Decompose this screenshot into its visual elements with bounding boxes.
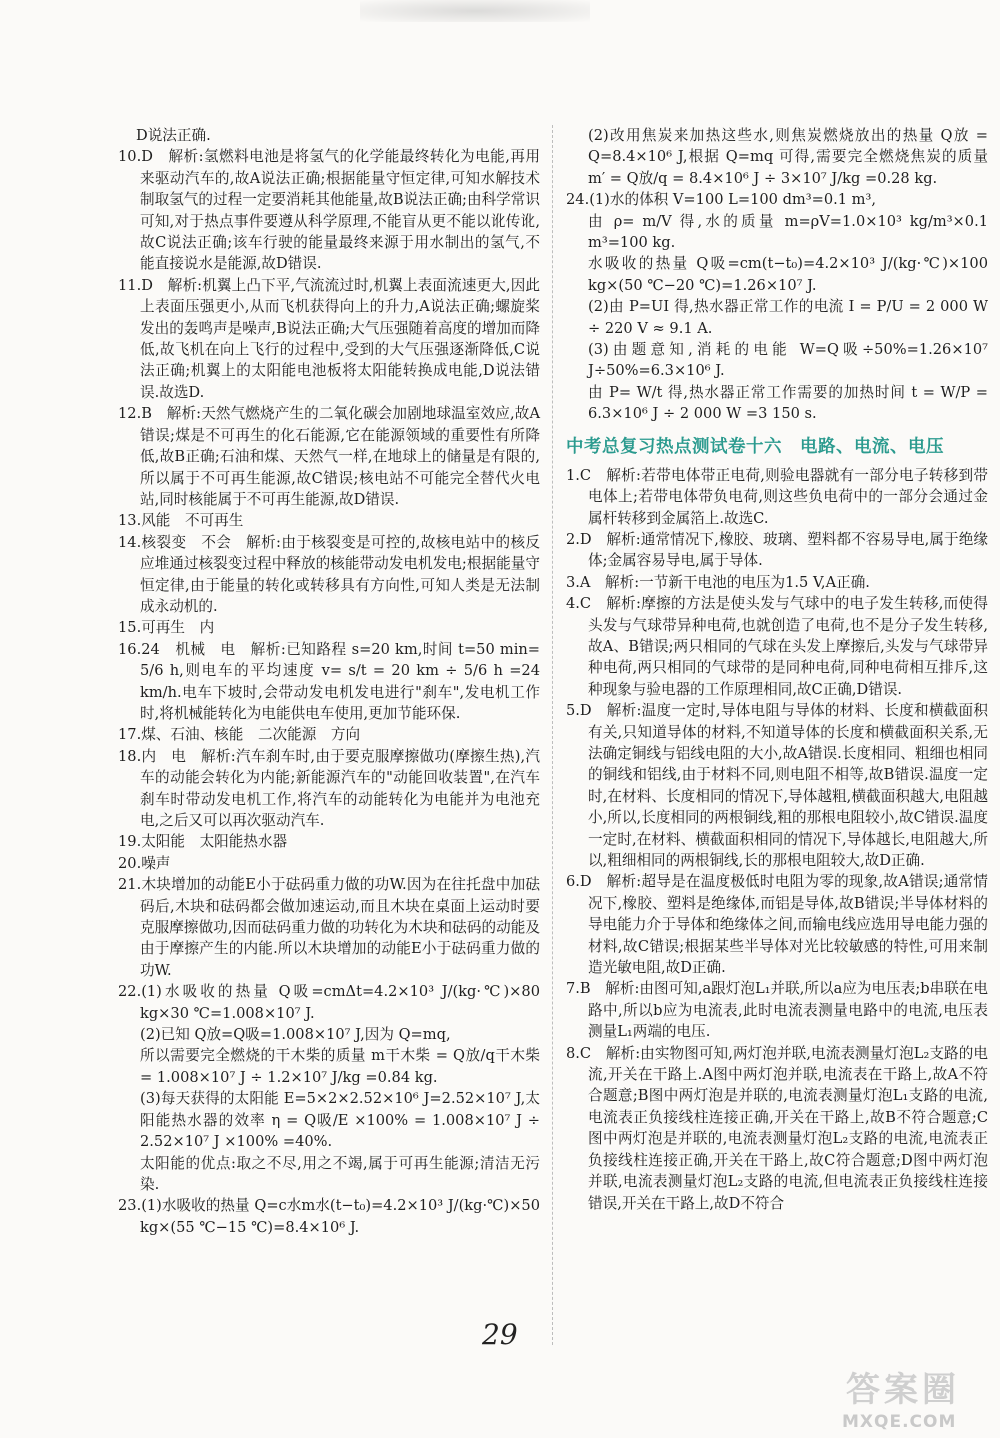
watermark-url: MXQE.COM: [842, 1412, 957, 1432]
left-answer-paragraph: 17.煤、石油、核能 二次能源 方向: [118, 726, 361, 744]
section-answer-paragraph: 2.D 解析:通常情况下,橡胶、玻璃、塑料都不容易导电,属于绝缘体;金属容易导电,属于导体.: [566, 530, 988, 570]
left-answer-paragraph: D说法正确.: [136, 127, 211, 144]
section-answer-paragraph: 8.C 解析:由实物图可知,两灯泡并联,电流表测量灯泡L₂支路的电流,开关在干路上.A图中两灯泡并联,电流表在干路上,故A不符合题意;B图中两灯泡是并联的,电流表测量灯泡L₁支路的电流,电流表正负接线柱连接正确,开关在干路上,故B不符合题意;C图中两灯泡是并联的,电流表测量灯泡L₂支路的电流,电流表正负接线柱连接正确,开关在干路上,故C符合题意;D图中两灯泡并联,电流表测量灯泡L₂支路的电流,但电流表正负接线柱连接错误,开关在干路上,故D不符合: [566, 1044, 988, 1212]
right-column-continued: [566, 125, 988, 425]
left-answer-paragraph: 15.可再生 内: [118, 619, 215, 637]
left-answer-paragraph: 18.内 电 解析:汽车刹车时,由于要克服摩擦做功(摩擦生热),汽车的动能会转化为内能;新能源汽车的"动能回收装置",在汽车刹车时带动发电机工作,将汽车的动能转化为电能并为电池充电,之后又可以再次驱动汽车.: [118, 747, 540, 829]
left-answer-paragraph: 太阳能的优点:取之不尽,用之不竭,属于可再生能源;清洁无污染.: [140, 1154, 540, 1193]
right-answer-paragraph: (2)改用焦炭来加热这些水,则焦炭燃烧放出的热量 Q放 = Q=8.4×10⁶ J,根据 Q=mq 可得,需要完全燃烧焦炭的质量 m′ = Q放/q = 8.4×10⁶ J ÷ 3×10⁷ J/kg =0.28 kg.: [588, 127, 988, 187]
section-answer-paragraph: 4.C 解析:摩擦的方法是使头发与气球中的电子发生转移,而使得头发与气球带异种电荷,也就创造了电荷,也不是分子发生转移,故A、B错误;两只相同的气球在头发上摩擦后,头发与气球带异种电荷,两只相同的气球带的是同种电荷,同种电荷相互排斥,这种现象与验电器的工作原理相同,故C正确,D错误.: [566, 595, 988, 698]
section-answer-paragraph: 3.A 解析:一节新干电池的电压为1.5 V,A正确.: [566, 573, 870, 591]
left-answer-paragraph: (2)已知 Q放=Q吸=1.008×10⁷ J,因为 Q=mq,: [140, 1026, 451, 1044]
section-answer-paragraph: 5.D 解析:温度一定时,导体电阻与导体的材料、长度和横截面积有关,只知道导体的材料,不知道导体的长度和横截面积关系,无法确定铜线与铝线电阻的大小,故A错误.长度相同、粗细也相同的铜线和铝线,由于材料不同,则电阻不相等,故B错误.温度一定时,在材料、长度相同的情况下,导体越粗,横截面积越大,电阻越小,所以,长度相同的两根铜线,粗的那根电阻较小,故C错误.温度一定时,在材料、横截面积相同的情况下,导体越长,电阻越大,所以,粗细相同的两根铜线,长的那根电阻较大,故D正确.: [566, 702, 988, 869]
left-answer-paragraph: 21.木块增加的动能E小于砝码重力做的功W.因为在往托盘中加砝码后,木块和砝码都会做加速运动,而且木块在桌面上运动时要克服摩擦做功,因而砝码重力做的功转化为木块和砝码的动能及由于摩擦产生的内能.所以木块增加的动能E小于砝码重力做的功W.: [118, 876, 540, 979]
column-divider: [552, 125, 553, 1345]
right-answer-paragraph: 由 P= W/t 得,热水器正常工作需要的加热时间 t = W/P = 6.3×10⁶ J ÷ 2 000 W =3 150 s.: [588, 383, 988, 423]
left-answer-paragraph: (3)每天获得的太阳能 E=5×2×2.52×10⁶ J=2.52×10⁷ J,太阳能热水器的效率 η = Q吸/E ×100% = 1.008×10⁷ J ÷ 2.52×10⁷ J ×100% =40%.: [140, 1090, 540, 1151]
right-column: [566, 125, 988, 1214]
left-answer-paragraph: 14.核裂变 不会 解析:由于核裂变是可控的,故核电站中的核反应堆通过核裂变过程中释放的核能带动发电机发电;根据能量守恒定律,由于能量的转化或转移具有方向性,可知人类是无法制成永动机的.: [118, 533, 540, 615]
left-answer-paragraph: 12.B 解析:天然气燃烧产生的二氧化碳会加剧地球温室效应,故A错误;煤是不可再生的化石能源,它在能源领域的重要性有所降低,故B正确;石油和煤、天然气一样,在地球上的储量是有限的,所以属于不可再生能源,故C错误;核电站不可能完全替代火电站,同时核能属于不可再生能源,故D错误.: [118, 405, 540, 508]
left-answer-paragraph: 16.24 机械 电 解析:已知路程 s=20 km,时间 t=50 min= 5/6 h,则电车的平均速度 v= s/t = 20 km ÷ 5/6 h =24 km/h.电车下坡时,会带动发电机发电进行"刹车",发电机工作时,将机械能转化为电能供电车使用,更加节能环保.: [118, 640, 540, 722]
left-answer-paragraph: 23.(1)水吸收的热量 Q=c水m水(t−t₀)=4.2×10³ J/(kg·℃)×50 kg×(55 ℃−15 ℃)=8.4×10⁶ J.: [118, 1197, 540, 1236]
section-answer-paragraph: 7.B 解析:由图可知,a跟灯泡L₁并联,所以a应为电压表;b串联在电路中,所以b应为电流表,此时电流表测量电路中的电流,电压表测量L₁两端的电压.: [566, 980, 988, 1041]
left-answer-paragraph: 所以需要完全燃烧的干木柴的质量 m干木柴 = Q放/q干木柴 = 1.008×10⁷ J ÷ 1.2×10⁷ J/kg =0.84 kg.: [140, 1047, 540, 1086]
right-answer-paragraph: 由 ρ= m/V 得,水的质量 m=ρV=1.0×10³ kg/m³×0.1 m³=100 kg.: [588, 212, 988, 252]
left-answer-paragraph: 13.风能 不可再生: [118, 512, 244, 530]
section-answer-paragraph: 1.C 解析:若带电体带正电荷,则验电器就有一部分电子转移到带电体上;若带电体带负电荷,则这些负电荷中的一部分会通过金属杆转移到金属箔上.故选C.: [566, 466, 988, 527]
section-answer-paragraph: 6.D 解析:超导是在温度极低时电阻为零的现象,故A错误;通常情况下,橡胶、塑料是绝缘体,而铝是导体,故B错误;半导体材料的导电能力介于导体和绝缘体之间,而输电线应选用导电能力强的材料,故C错误;根据某些半导体对光比较敏感的特性,可用来制造光敏电阻,故D正确.: [566, 873, 988, 977]
right-answer-paragraph: 24.(1)水的体积 V=100 L=100 dm³=0.1 m³,: [566, 191, 877, 209]
page-number: 29: [482, 1318, 518, 1351]
left-column: [118, 125, 540, 1238]
watermark-char-1: 答: [846, 1370, 880, 1410]
watermark-char-3: 圈: [922, 1370, 956, 1410]
right-answer-paragraph: (2)由 P=UI 得,热水器正常工作的电流 I = P/U = 2 000 W ÷ 220 V ≈ 9.1 A.: [588, 298, 988, 337]
right-column-section-answers: [566, 465, 988, 1214]
section-title: 中考总复习热点测试卷十六 电路、电流、电压: [566, 436, 944, 457]
left-answer-paragraph: 19.太阳能 太阳能热水器: [118, 833, 288, 851]
scan-smudge: [360, 0, 590, 22]
left-answer-paragraph: 22.(1)水吸收的热量 Q吸=cmΔt=4.2×10³ J/(kg·℃)×80 kg×30 ℃=1.008×10⁷ J.: [118, 983, 540, 1022]
watermark-char-2: 案: [884, 1370, 918, 1410]
right-answer-paragraph: (3)由题意知,消耗的电能 W=Q吸÷50%=1.26×10⁷ J÷50%=6.3×10⁶ J.: [588, 341, 988, 380]
left-answer-paragraph: 20.噪声: [118, 854, 171, 872]
right-answer-paragraph: 水吸收的热量 Q吸=cm(t−t₀)=4.2×10³ J/(kg·℃)×100 kg×(50 ℃−20 ℃)=1.26×10⁷ J.: [588, 255, 988, 294]
left-answer-paragraph: 11.D 解析:机翼上凸下平,气流流过时,机翼上表面流速更大,因此上表面压强更小,从而飞机获得向上的升力,A说法正确;螺旋桨发出的轰鸣声是噪声,B说法正确;大气压强随着高度的增加而降低,故飞机在向上飞行的过程中,受到的大气压强逐渐降低,C说法正确;机翼上的太阳能电池板将太阳能转换成电能,D说法错误.故选D.: [118, 276, 540, 401]
left-answer-paragraph: 10.D 解析:氢燃料电池是将氢气的化学能最终转化为电能,再用来驱动汽车的,故A说法正确;根据能量守恒定律,可知水解技术制取氢气的过程一定要消耗其他能量,故B说法正确;由科学常识可知,对于热点事件要遵从科学原理,不能盲从更不能以讹传讹,故C说法正确;该车行驶的能量最终来源于用水制出的氢气,不能直接说水是能源,故D错误.: [118, 148, 540, 273]
